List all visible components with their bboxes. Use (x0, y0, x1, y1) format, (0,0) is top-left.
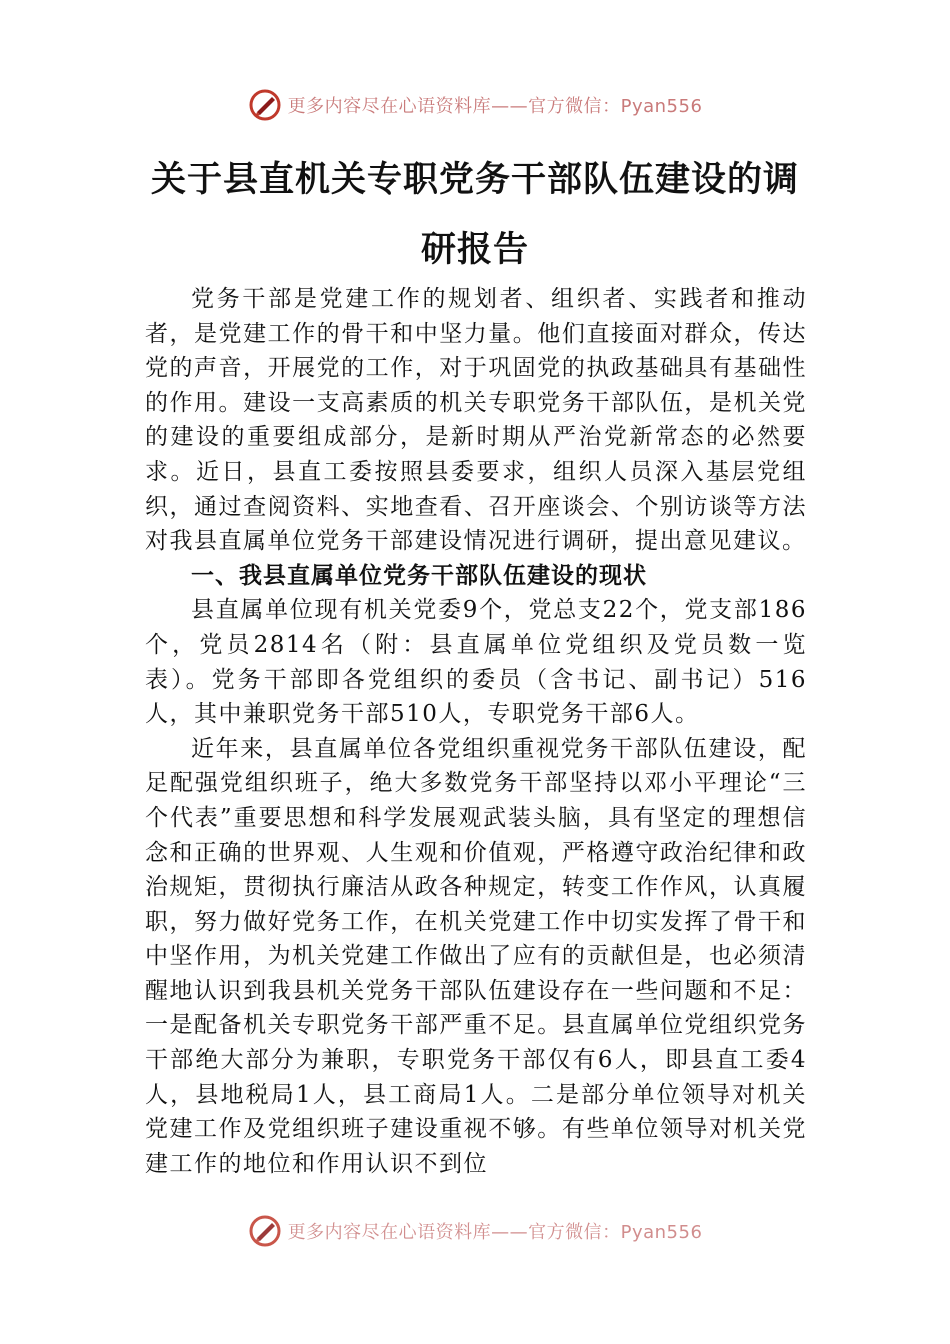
document-body (145, 282, 807, 1181)
document-title-line1: 关于县直机关专职党务干部队伍建设的调 (150, 159, 799, 200)
section1-heading: 一、我县直属单位党务干部队伍建设的现状 (191, 562, 647, 589)
watermark-text: 更多内容尽在心语资料库——官方微信：Pyan556 (287, 96, 703, 117)
watermark-text: 更多内容尽在心语资料库——官方微信：Pyan556 (287, 1222, 703, 1243)
header-watermark (0, 88, 950, 122)
pen-in-circle-logo-icon (248, 88, 282, 122)
section1-paragraph1: 县直属单位现有机关党委9个，党总支22个，党支部186个，党员2814名（附：县直属单位党组织及党员数一览表）。党务干部即各党组织的委员（含书记、副书记）516人，其中兼职党务干部510人，专职党务干部6人。 (145, 597, 807, 728)
intro-paragraph: 党务干部是党建工作的规划者、组织者、实践者和推动者，是党建工作的骨干和中坚力量。他们直接面对群众，传达党的声音，开展党的工作，对于巩固党的执政基础具有基础性的作用。建设一支高素质的机关专职党务干部队伍，是机关党的建设的重要组成部分，是新时期从严治党新常态的必然要求。近日，县直工委按照县委要求，组织人员深入基层党组织，通过查阅资料、实地查看、召开座谈会、个别访谈等方法对我县直属单位党务干部建设情况进行调研，提出意见建议。 (145, 286, 807, 555)
pen-in-circle-logo-icon (248, 1214, 282, 1248)
section1-paragraph2: 近年来，县直属单位各党组织重视党务干部队伍建设，配足配强党组织班子，绝大多数党务干部坚持以邓小平理论“三个代表”重要思想和科学发展观武装头脑，具有坚定的理想信念和正确的世界观、人生观和价值观，严格遵守政治纪律和政治规矩，贯彻执行廉洁从政各种规定，转变工作作风，认真履职，努力做好党务工作，在机关党建工作中切实发挥了骨干和中坚作用，为机关党建工作做出了应有的贡献但是，也必须清醒地认识到我县机关党务干部队伍建设存在一些问题和不足：一是配备机关专职党务干部严重不足。县直属单位党组织党务干部绝大部分为兼职，专职党务干部仅有6人，即县直工委4人，县地税局1人，县工商局1人。二是部分单位领导对机关党建工作及党组织班子建设重视不够。有些单位领导对机关党建工作的地位和作用认识不到位 (145, 735, 807, 1177)
document-title-line2: 研报告 (420, 229, 529, 270)
footer-watermark (0, 1214, 950, 1248)
